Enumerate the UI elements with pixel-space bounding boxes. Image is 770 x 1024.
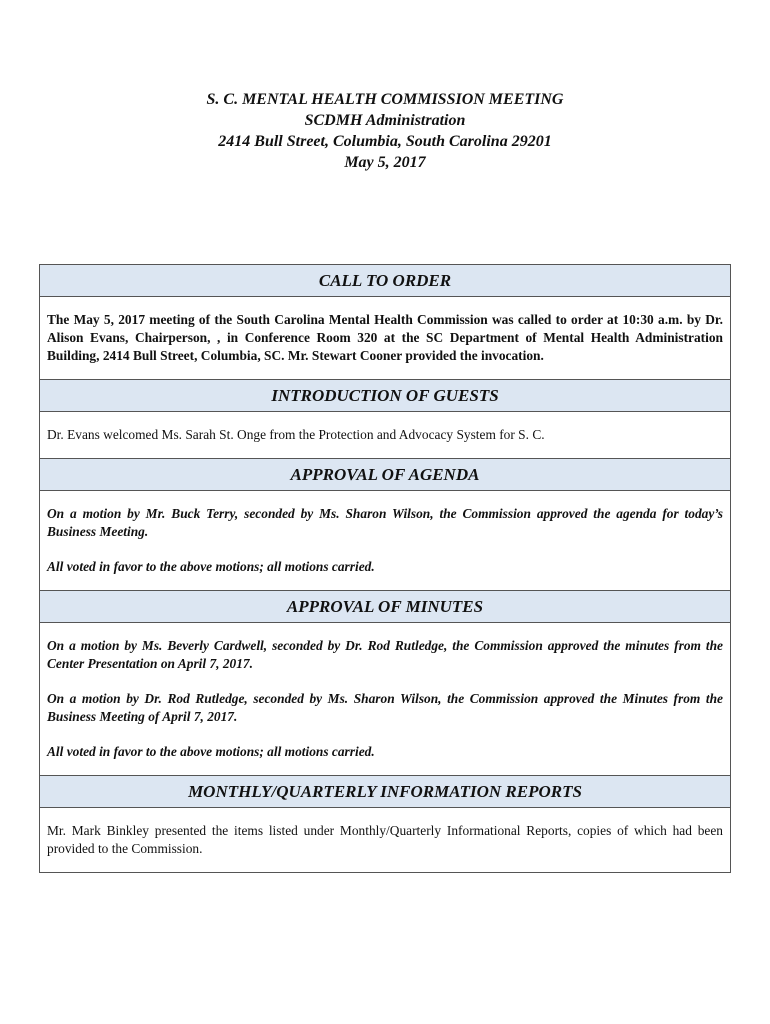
agenda-motion-paragraph: On a motion by Mr. Buck Terry, seconded by Ms. Sharon Wilson, the Commission approved the agenda for today’s Business Meeting.: [47, 506, 723, 539]
section-body-introduction-of-guests: [40, 412, 730, 459]
section-title-introduction-of-guests: INTRODUCTION OF GUESTS: [40, 380, 730, 412]
meeting-address: 2414 Bull Street, Columbia, South Carolina 29201: [218, 133, 552, 150]
meeting-date: May 5, 2017: [344, 154, 426, 171]
section-title-approval-of-minutes: APPROVAL OF MINUTES: [40, 591, 730, 623]
document-header: [0, 89, 770, 173]
minutes-vote-paragraph: All voted in favor to the above motions; all motions carried.: [47, 744, 375, 759]
section-title-approval-of-agenda: APPROVAL OF AGENDA: [40, 459, 730, 491]
minutes-motion-1-paragraph: On a motion by Ms. Beverly Cardwell, seconded by Dr. Rod Rutledge, the Commission approved the minutes from the Center Presentation on April 7, 2017.: [47, 638, 723, 671]
section-body-information-reports: [40, 808, 730, 872]
section-body-approval-of-agenda: [40, 491, 730, 591]
organization-name: SCDMH Administration: [304, 112, 466, 129]
call-to-order-paragraph: The May 5, 2017 meeting of the South Carolina Mental Health Commission was called to order at 10:30 a.m. by Dr. Alison Evans, Chairperson, , in Conference Room 320 at the SC Department of Mental Health Administration Building, 2414 Bull Street, Columbia, SC. Mr. Stewart Cooner provided the invocation.: [47, 312, 723, 363]
section-body-call-to-order: [40, 297, 730, 380]
guests-paragraph: Dr. Evans welcomed Ms. Sarah St. Onge from the Protection and Advocacy System for S. C.: [47, 427, 545, 442]
section-body-approval-of-minutes: [40, 623, 730, 776]
section-title-call-to-order: CALL TO ORDER: [40, 265, 730, 297]
agenda-vote-paragraph: All voted in favor to the above motions; all motions carried.: [47, 559, 375, 574]
minutes-motion-2-paragraph: On a motion by Dr. Rod Rutledge, seconded by Ms. Sharon Wilson, the Commission approved the Minutes from the Business Meeting of April 7, 2017.: [47, 691, 723, 724]
minutes-table: [39, 264, 731, 873]
section-title-information-reports: MONTHLY/QUARTERLY INFORMATION REPORTS: [40, 776, 730, 808]
reports-paragraph: Mr. Mark Binkley presented the items listed under Monthly/Quarterly Informational Reports, copies of which had been provided to the Commission.: [47, 823, 723, 856]
meeting-title: S. C. MENTAL HEALTH COMMISSION MEETING: [206, 91, 564, 108]
